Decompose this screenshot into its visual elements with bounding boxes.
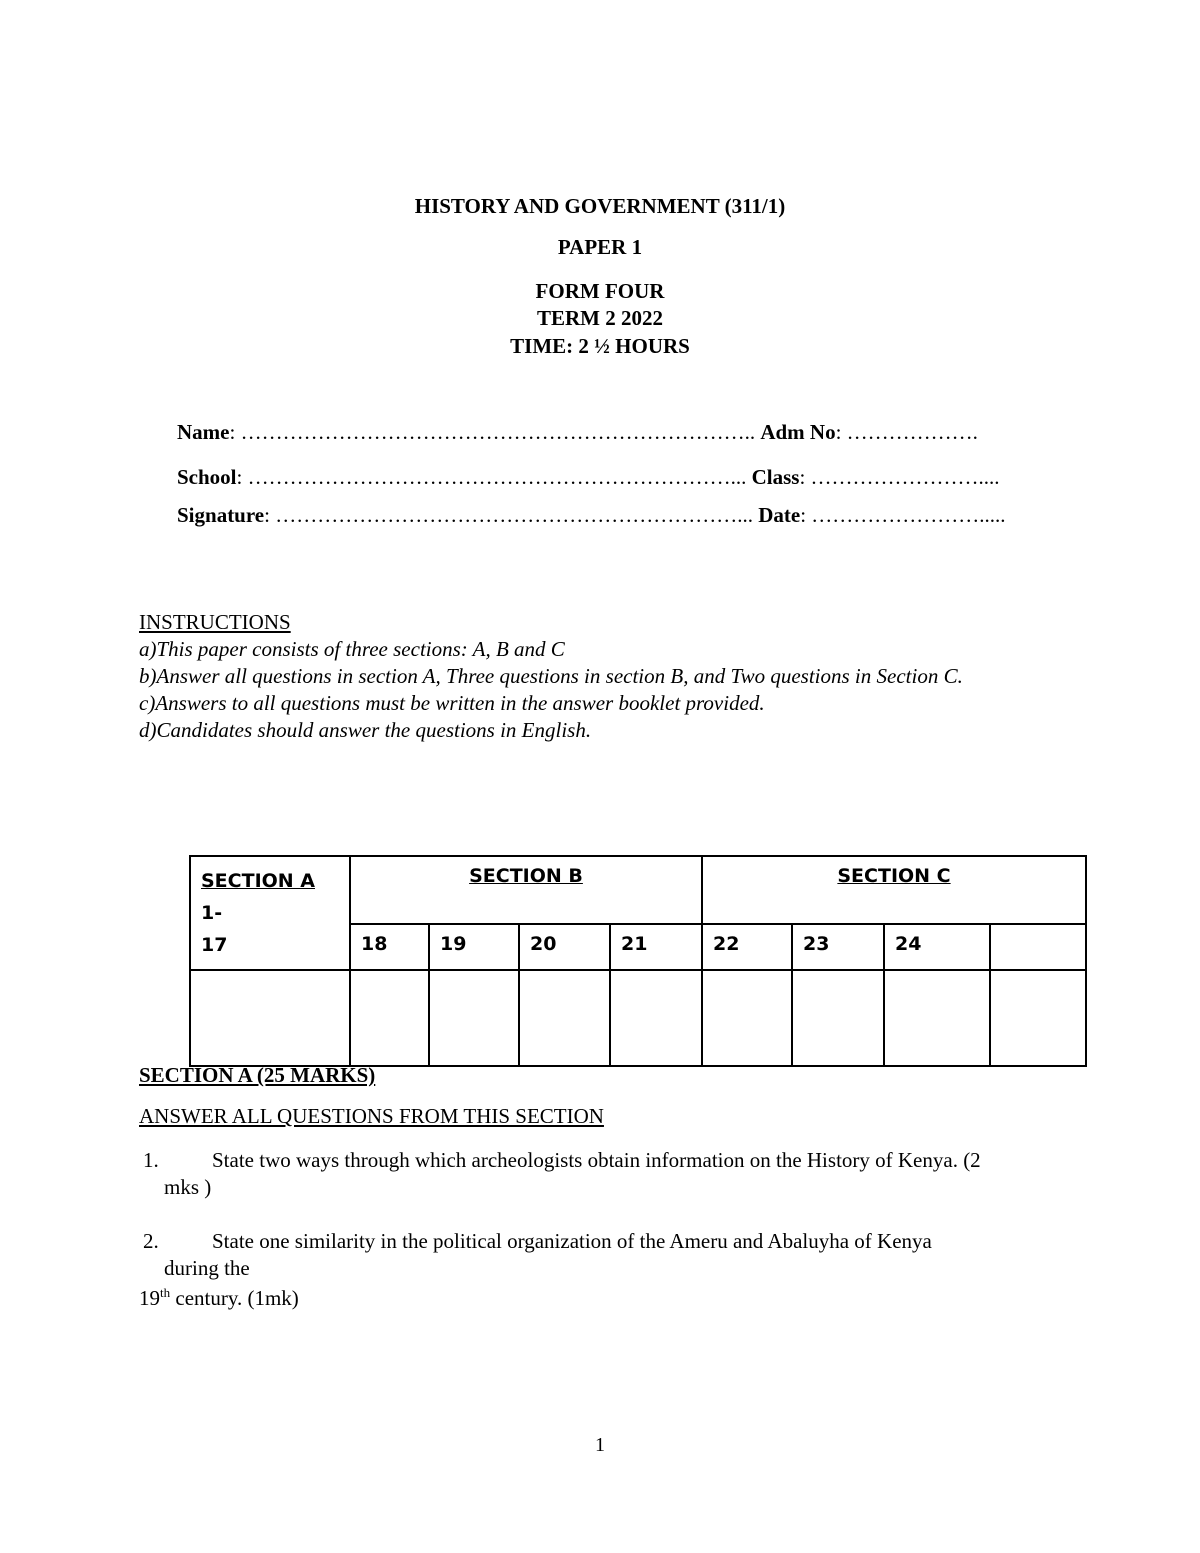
question-number-cell: 21 [610, 924, 702, 970]
question-number-cell: 20 [519, 924, 610, 970]
instruction-item: a)This paper consists of three sections: A, B and C [139, 637, 565, 661]
instruction-item: b)Answer all questions in section A, Three questions in section B, and Two questions in Section C. [139, 664, 963, 688]
century-rest: century. (1mk) [170, 1286, 299, 1310]
name-label: Name [177, 420, 230, 444]
score-cell[interactable] [190, 970, 350, 1066]
form-label: FORM FOUR [535, 279, 665, 303]
instructions-heading: INSTRUCTIONS [139, 610, 291, 634]
score-cell[interactable] [519, 970, 610, 1066]
school-field-row [177, 467, 1000, 488]
name-field[interactable]: : ……………………………………………………………….. [229, 420, 761, 444]
signature-label: Signature [177, 503, 265, 527]
question-text-continued: during the [164, 1256, 250, 1280]
paper-label: PAPER 1 [557, 235, 643, 259]
score-cell[interactable] [884, 970, 990, 1066]
score-table [189, 855, 1087, 1067]
question-number: 2. [143, 1229, 159, 1253]
question-text-continued: mks ) [164, 1175, 212, 1199]
score-cell[interactable] [792, 970, 884, 1066]
signature-field-row [177, 505, 1006, 526]
question-text: State two ways through which archeologists obtain information on the History of Kenya. (2 [212, 1148, 981, 1172]
question-number-cell: 18 [350, 924, 429, 970]
section-a-header-cell [190, 856, 350, 970]
term-label: TERM 2 2022 [537, 306, 663, 330]
school-label: School [177, 465, 237, 489]
question-number-cell: 19 [429, 924, 519, 970]
name-field-row [177, 422, 978, 443]
class-label: Class [751, 465, 800, 489]
score-cell[interactable] [350, 970, 429, 1066]
page-number: 1 [595, 1434, 605, 1456]
instruction-item: d)Candidates should answer the questions in English. [139, 718, 592, 742]
adm-label: Adm No [760, 420, 836, 444]
exam-title: HISTORY AND GOVERNMENT (311/1) [414, 194, 786, 218]
section-a-range-end: 17 [201, 934, 228, 956]
section-b-header-cell [350, 856, 702, 924]
signature-field[interactable]: : …………………………………………………………... [264, 503, 759, 527]
school-field[interactable]: : ……………………………………………………………... [236, 465, 752, 489]
question-number-cell [990, 924, 1086, 970]
date-label: Date [758, 503, 801, 527]
century-suffix: th [160, 1285, 171, 1300]
section-a-subheading: ANSWER ALL QUESTIONS FROM THIS SECTION [139, 1104, 604, 1128]
adm-field[interactable]: : ………………. [835, 420, 978, 444]
century-number: 19 [139, 1286, 160, 1310]
question-number-cell: 22 [702, 924, 792, 970]
section-c-label: SECTION C [837, 865, 951, 887]
class-field[interactable]: : …………………….... [799, 465, 1000, 489]
question-text: State one similarity in the political organization of the Ameru and Abaluyha of Kenya [212, 1229, 932, 1253]
score-cell[interactable] [429, 970, 519, 1066]
section-a-range: 1- [201, 902, 223, 924]
section-a-heading: SECTION A (25 MARKS) [139, 1063, 376, 1087]
section-b-label: SECTION B [469, 865, 583, 887]
question-number-cell: 24 [884, 924, 990, 970]
instruction-item: c)Answers to all questions must be written in the answer booklet provided. [139, 691, 765, 715]
score-cell[interactable] [702, 970, 792, 1066]
section-c-header-cell [702, 856, 1086, 924]
date-field[interactable]: : ……………………..... [800, 503, 1006, 527]
section-a-label: SECTION A [201, 870, 316, 892]
question-number-cell: 23 [792, 924, 884, 970]
time-label: TIME: 2 ½ HOURS [510, 334, 690, 358]
score-cell[interactable] [610, 970, 702, 1066]
question-number: 1. [143, 1148, 159, 1172]
question-text-continued [139, 1286, 299, 1309]
score-cell[interactable] [990, 970, 1086, 1066]
